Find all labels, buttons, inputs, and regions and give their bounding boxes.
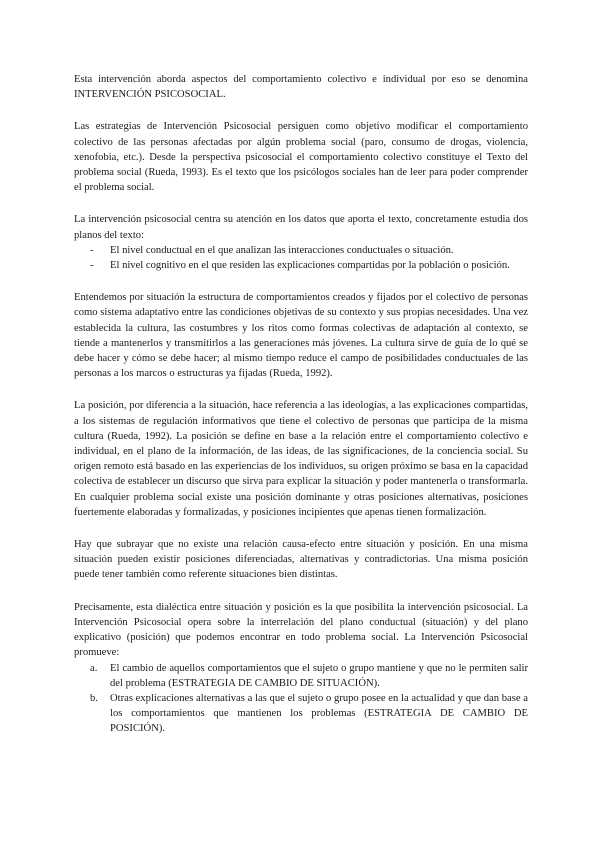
paragraph-causality: Hay que subrayar que no existe una relación causa-efecto entre situación y posición. En una misma situación pueden existir posiciones diferenciadas, alternativas y contradictorias. Una misma posición puede tener también como referente situaciones bien distintas. [74, 539, 528, 581]
promotes-list [74, 661, 528, 737]
list-item [74, 661, 528, 691]
list-item [74, 243, 528, 258]
list-item-text: El cambio de aquellos comportamientos que el sujeto o grupo mantiene y que no le permiten salir del problema (ESTRATEGIA DE CAMBIO DE SITUACIÓN). [110, 662, 528, 689]
list-item [74, 691, 528, 737]
dash-marker: - [90, 244, 94, 256]
paragraph-strategies: Las estrategias de Intervención Psicosocial persiguen como objetivo modificar el comportamiento colectivo de las personas afectadas por algún problema social (paro, consumo de drogas, violencia, xenofobia, etc.). Desde la perspectiva psicosocial el comportamiento colectivo constituye el Texto del problema social (Rueda, 1993). Es el texto que los psicólogos sociales han de leer para poder comprender el problema social. [74, 121, 528, 194]
alpha-marker: a. [90, 662, 98, 674]
list-item-text: Otras explicaciones alternativas a las que el sujeto o grupo posee en la actualidad y que dan base a los comportamientos que mantienen los problemas (ESTRATEGIA DE CAMBIO DE POSICIÓN). [110, 692, 528, 735]
paragraph-text-planes: La intervención psicosocial centra su atención en los datos que aporta el texto, concretamente estudia dos planos del texto: [74, 214, 528, 241]
alpha-marker: b. [90, 692, 98, 704]
list-item [74, 258, 528, 273]
paragraph-intro: Esta intervención aborda aspectos del comportamiento colectivo e individual por eso se denomina INTERVENCIÓN PSICOSOCIAL. [74, 74, 528, 101]
list-item-text: El nivel cognitivo en el que residen las explicaciones compartidas por la población o posición. [110, 260, 510, 272]
planes-list [74, 243, 528, 273]
paragraph-situation: Entendemos por situación la estructura de comportamientos creados y fijados por el colectivo de personas como sistema adaptativo entre las condiciones objetivas de su contexto y sus propias necesidades. Una vez establecida la cultura, las costumbres y los ritos como formas colectivas de adaptación al contexto, se tiende a mantenerlos y transmitirlos a las generaciones más jóvenes. La cultura sirve de guía de lo qué se debe hacer y cómo se debe hacer; al mismo tiempo reduce el campo de posibilidades conductuales de las personas a los marcos o estructuras ya fijadas (Rueda, 1992). [74, 292, 528, 380]
dash-marker: - [90, 260, 94, 272]
paragraph-position: La posición, por diferencia a la situación, hace referencia a las ideologías, a las explicaciones compartidas, a los sistemas de regulación informativos que tiene el colectivo de personas que participa de la misma cultura (Rueda, 1992). La posición se define en base a la relación entre el comportamiento colectivo e individual, en el plano de la información, de las ideas, de las significaciones, de la conciencia social. Su origen remoto está basado en las experiencias de los individuos, su origen próximo se basa en la capacidad colectiva de establecer un discurso que sirva para explicar la situación y poder mantenerla o transformarla. En cualquier problema social existe una posición dominante y otras posiciones alternativas, posiciones fuertemente elaboradas y formalizadas, y posiciones incipientes que apenas tienen formalización. [74, 400, 528, 518]
list-item-text: El nivel conductual en el que analizan las interacciones conductuales o situación. [110, 244, 454, 256]
paragraph-dialectic: Precisamente, esta dialéctica entre situación y posición es la que posibilita la intervención psicosocial. La Intervención Psicosocial opera sobre la interrelación del plano conductual (situación) y del plano explicativo (posición) que podemos encontrar en todo problema social. La Intervención Psicosocial promueve: [74, 601, 528, 659]
